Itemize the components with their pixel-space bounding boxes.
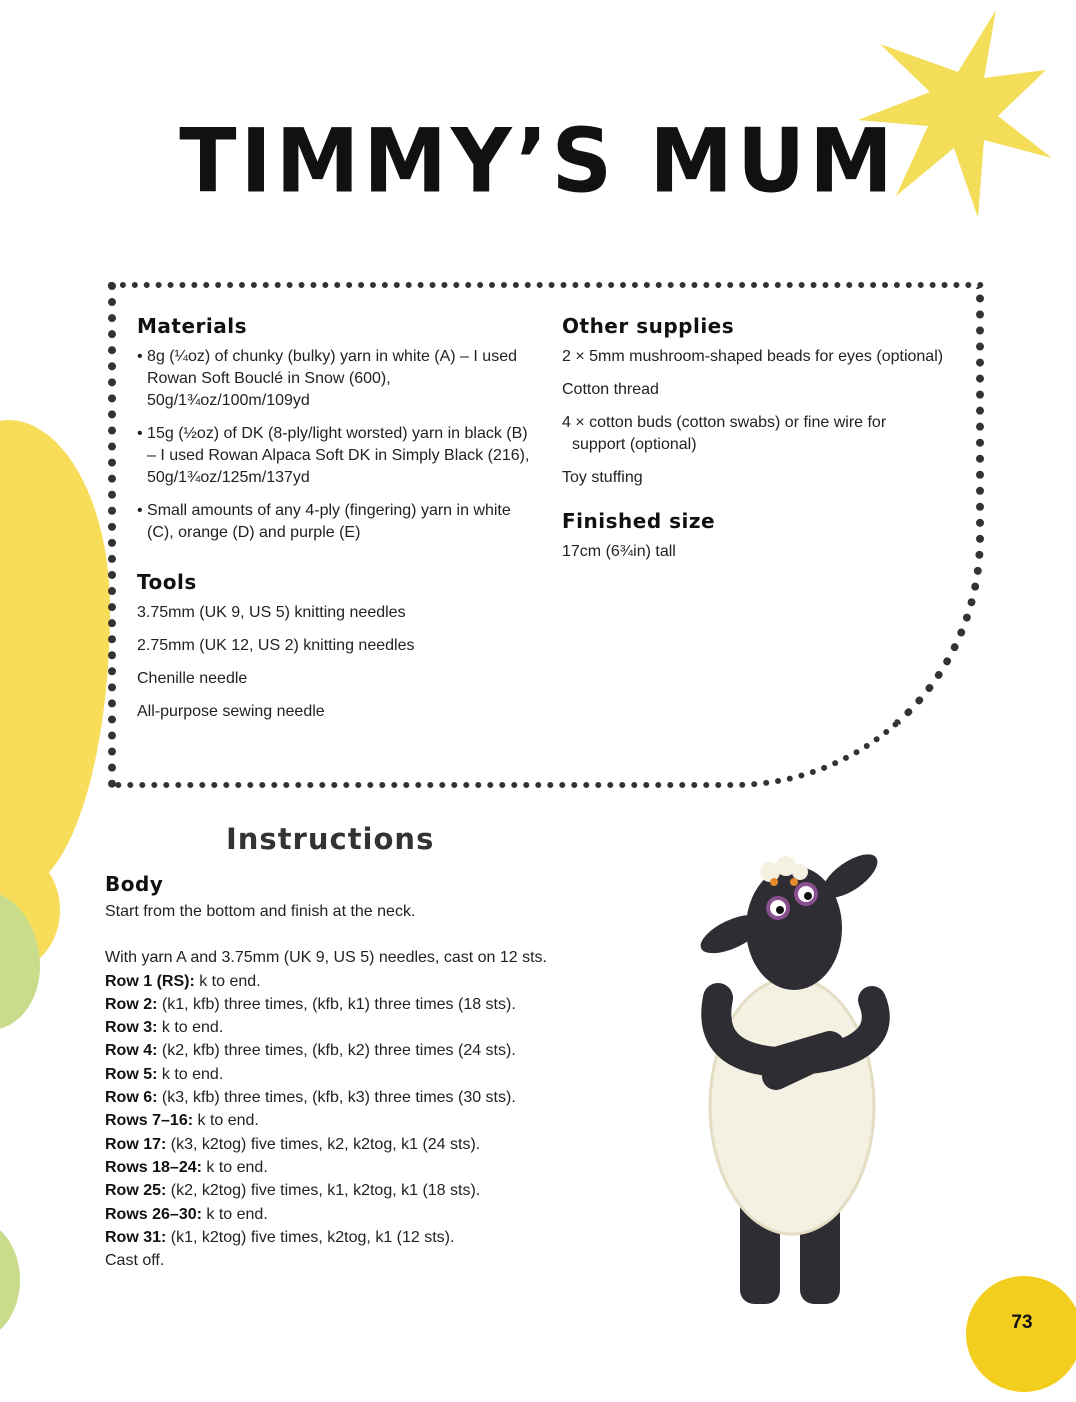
page-title: TIMMY’S MUM — [179, 109, 897, 213]
materials-heading: Materials — [137, 314, 247, 338]
body-cast-on: With yarn A and 3.75mm (UK 9, US 5) needles, cast on 12 sts. — [105, 949, 547, 967]
finished-size-value: 17cm (6¾in) tall — [562, 543, 676, 560]
page-number-badge — [962, 1272, 1076, 1402]
tools-item: 3.75mm (UK 9, US 5) knitting needles — [137, 604, 406, 621]
row-label: Row 31: — [105, 1228, 167, 1246]
materials-item: • 8g (¼oz) of chunky (bulky) yarn in white (A) – I used Rowan Soft Bouclé in Snow (600), 50g/1¾oz/100m/109yd — [137, 348, 517, 409]
row-instruction — [105, 1109, 645, 1132]
green-paint-splash-bottom — [0, 1220, 20, 1340]
body-heading: Body — [105, 872, 164, 896]
other-supplies-heading: Other supplies — [562, 314, 735, 338]
row-instruction — [105, 970, 645, 993]
row-instruction — [105, 1133, 645, 1156]
row-instruction — [105, 1086, 645, 1109]
supplies-item: Toy stuffing — [562, 469, 643, 486]
tools-heading: Tools — [137, 570, 197, 594]
materials-item: • Small amounts of any 4-ply (fingering) yarn in white (C), orange (D) and purple (E) — [137, 502, 511, 541]
row-label: Row 5: — [105, 1065, 158, 1083]
row-label: Row 4: — [105, 1042, 158, 1060]
row-label: Row 3: — [105, 1019, 158, 1037]
row-label: Row 25: — [105, 1182, 167, 1200]
tools-item: All-purpose sewing needle — [137, 703, 325, 720]
materials-item: • 15g (½oz) of DK (8-ply/light worsted) yarn in black (B) – I used Rowan Alpaca Soft DK in Simply Black (216), 50g/1¾oz/125m/137yd — [137, 425, 530, 486]
row-instruction — [105, 1063, 645, 1086]
supplies-item: Cotton thread — [562, 381, 659, 398]
supplies-column — [562, 314, 952, 563]
row-text: (k2, k2tog) five times, k1, k2tog, k1 (18 sts). — [166, 1182, 481, 1200]
row-text: k to end. — [201, 1205, 268, 1223]
row-label: Row 2: — [105, 995, 158, 1013]
row-text: k to end. — [157, 1065, 224, 1083]
row-text: k to end. — [201, 1158, 268, 1176]
row-instruction — [105, 1039, 645, 1062]
row-instruction — [105, 1016, 645, 1039]
body-intro: Start from the bottom and finish at the neck. — [105, 903, 416, 920]
body-closing: Cast off. — [105, 1252, 165, 1270]
supplies-item: 2 × 5mm mushroom-shaped beads for eyes (optional) — [562, 348, 944, 365]
row-instruction — [105, 993, 645, 1016]
row-instruction — [105, 1179, 645, 1202]
row-label: Rows 7–16: — [105, 1112, 194, 1130]
row-label: Rows 26–30: — [105, 1205, 202, 1223]
row-text: (k1, k2tog) five times, k2tog, k1 (12 sts). — [166, 1228, 455, 1246]
row-label: Row 1 (RS): — [105, 972, 195, 990]
row-text: (k1, kfb) three times, (kfb, k1) three times (18 sts). — [157, 995, 516, 1013]
supplies-item: 4 × cotton buds (cotton swabs) or fine wire for support (optional) — [562, 414, 887, 453]
instructions-heading: Instructions — [226, 822, 435, 856]
finished-size-heading: Finished size — [562, 509, 716, 533]
row-text: k to end. — [157, 1019, 224, 1037]
row-instruction — [105, 1156, 645, 1179]
page-number: 73 — [1011, 1312, 1033, 1333]
row-instruction — [105, 1203, 645, 1226]
row-label: Row 17: — [105, 1135, 167, 1153]
body-instructions — [105, 872, 645, 1272]
row-text: (k2, kfb) three times, (kfb, k2) three times (24 sts). — [157, 1042, 516, 1060]
row-text: (k3, k2tog) five times, k2, k2tog, k1 (24 sts). — [166, 1135, 481, 1153]
row-text: (k3, kfb) three times, (kfb, k3) three times (30 sts). — [157, 1089, 516, 1107]
yellow-paint-splash — [0, 420, 110, 890]
row-label: Rows 18–24: — [105, 1158, 202, 1176]
knitted-sheep-photo — [690, 848, 900, 1308]
row-instruction — [105, 1226, 645, 1249]
row-text: k to end. — [193, 1112, 259, 1130]
materials-column — [137, 314, 537, 734]
tools-item: 2.75mm (UK 12, US 2) knitting needles — [137, 637, 415, 654]
row-list — [105, 970, 645, 1250]
tools-item: Chenille needle — [137, 670, 248, 687]
row-text: k to end. — [194, 972, 261, 990]
row-label: Row 6: — [105, 1089, 158, 1107]
